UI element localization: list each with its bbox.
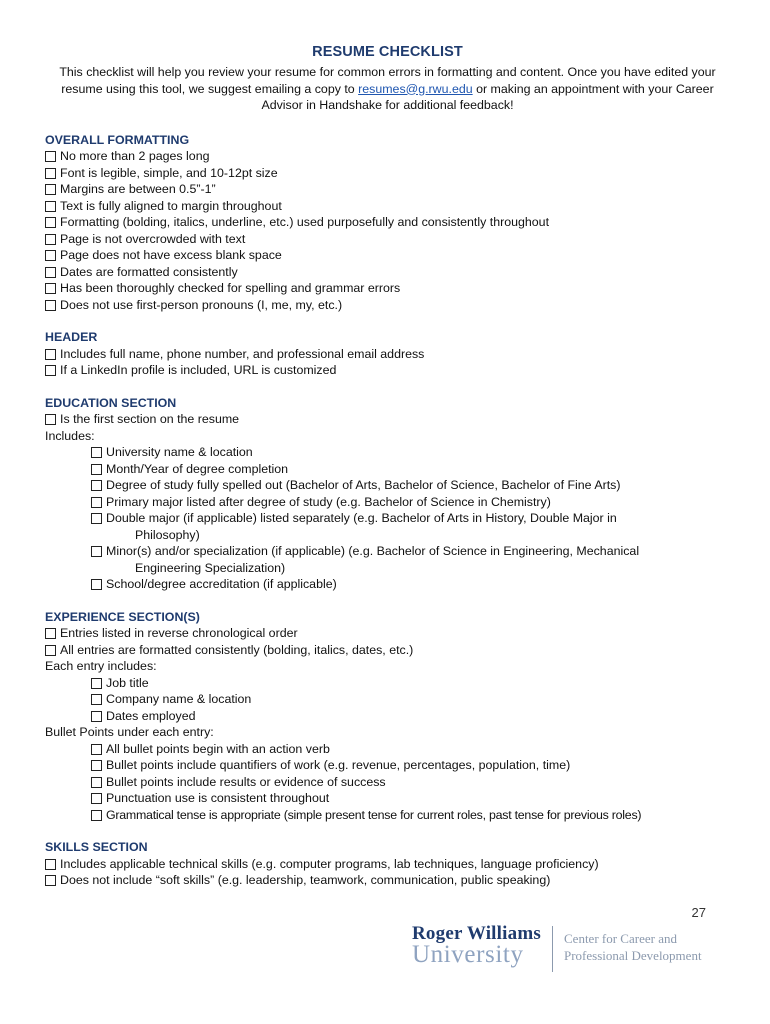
checklist-item[interactable]: University name & location [45,444,730,461]
section-heading: OVERALL FORMATTING [45,132,190,147]
checkbox-icon[interactable] [45,859,56,870]
checklist-item[interactable]: Margins are between 0.5”-1” [45,181,730,198]
page-number: 27 [691,905,706,920]
includes-label: Includes: [45,428,95,443]
checkbox-icon[interactable] [91,810,102,821]
checklist-item[interactable]: Page is not overcrowded with text [45,231,730,248]
checklist-item[interactable]: Primary major listed after degree of study (e.g. Bachelor of Science in Chemistry) [45,494,730,511]
checkbox-icon[interactable] [45,349,56,360]
checkbox-icon[interactable] [45,628,56,639]
checkbox-icon[interactable] [45,184,56,195]
page-title: RESUME CHECKLIST [312,44,463,60]
checklist-item[interactable]: Page does not have excess blank space [45,247,730,264]
checklist-item[interactable]: Text is fully aligned to margin throughout [45,198,730,215]
university-logo [412,923,712,975]
checklist-item[interactable]: Double major (if applicable) listed separately (e.g. Bachelor of Arts in History, Double Major in [45,510,730,527]
email-link[interactable]: resumes@g.rwu.edu [358,81,473,96]
intro-text: This checklist will help you review your resume for common errors in formatting and content. Once you have edited your resume using this tool, we suggest emailing a copy to [59,65,716,96]
logo-center-line2: Professional Development [564,948,702,963]
section-heading: EXPERIENCE SECTION(S) [45,609,200,624]
checkbox-icon[interactable] [91,760,102,771]
checklist-item[interactable]: Includes full name, phone number, and professional email address [45,346,730,363]
checklist-item[interactable]: No more than 2 pages long [45,148,730,165]
header-section [45,329,730,379]
logo-divider [552,926,553,972]
checkbox-icon[interactable] [91,579,102,590]
checklist-item[interactable]: Is the first section on the resume [45,411,730,428]
checkbox-icon[interactable] [91,513,102,524]
checklist-item[interactable]: Font is legible, simple, and 10-12pt size [45,165,730,182]
checkbox-icon[interactable] [45,250,56,261]
checkbox-icon[interactable] [91,546,102,557]
education-section [45,395,730,593]
experience-section [45,609,730,824]
overall-formatting-section [45,132,730,314]
checkbox-icon[interactable] [91,793,102,804]
section-heading: EDUCATION SECTION [45,395,177,410]
checklist-item[interactable]: If a LinkedIn profile is included, URL is customized [45,362,730,379]
checklist-item[interactable]: School/degree accreditation (if applicable) [45,576,730,593]
checklist-item[interactable]: Dates are formatted consistently [45,264,730,281]
checkbox-icon[interactable] [45,365,56,376]
intro-paragraph [45,64,730,114]
checklist-item[interactable]: Company name & location [45,691,730,708]
checkbox-icon[interactable] [91,497,102,508]
checklist-item[interactable]: Has been thoroughly checked for spelling and grammar errors [45,280,730,297]
checklist-item[interactable]: Month/Year of degree completion [45,461,730,478]
checkbox-icon[interactable] [91,678,102,689]
logo-center-line1: Center for Career and [564,931,677,946]
checkbox-icon[interactable] [91,744,102,755]
checkbox-icon[interactable] [45,875,56,886]
checkbox-icon[interactable] [45,645,56,656]
logo-university-line1: Roger Williams [412,923,541,944]
checkbox-icon[interactable] [91,480,102,491]
checklist-item[interactable]: All bullet points begin with an action verb [45,741,730,758]
checklist-item[interactable]: Includes applicable technical skills (e.g. computer programs, lab techniques, language proficiency) [45,856,730,873]
checklist-item[interactable]: Bullet points include quantifiers of work (e.g. revenue, percentages, population, time) [45,757,730,774]
checklist-page [45,44,730,889]
checklist-item-continuation: Engineering Specialization) [135,560,286,575]
logo-university-line2: University [412,941,524,968]
section-heading: SKILLS SECTION [45,840,148,854]
bullets-label: Bullet Points under each entry: [45,725,214,739]
checkbox-icon[interactable] [45,217,56,228]
checkbox-icon[interactable] [45,283,56,294]
entry-label: Each entry includes: [45,659,157,673]
checkbox-icon[interactable] [91,777,102,788]
checklist-item[interactable]: Entries listed in reverse chronological order [45,625,730,642]
intro-text-end: or making an appointment with your Career Advisor in Handshake for additional feedback! [261,81,714,112]
checkbox-icon[interactable] [91,464,102,475]
checklist-item[interactable]: Bullet points include results or evidence of success [45,774,730,791]
checklist-item-continuation: Philosophy) [135,527,200,542]
checklist-item[interactable]: Does not include “soft skills” (e.g. leadership, teamwork, communication, public speaking) [45,872,730,889]
checkbox-icon[interactable] [45,201,56,212]
checkbox-icon[interactable] [45,267,56,278]
checklist-item[interactable]: Punctuation use is consistent throughout [45,790,730,807]
checkbox-icon[interactable] [45,300,56,311]
checklist-item[interactable]: Does not use first-person pronouns (I, me, my, etc.) [45,297,730,314]
checkbox-icon[interactable] [45,151,56,162]
checkbox-icon[interactable] [45,168,56,179]
checkbox-icon[interactable] [45,234,56,245]
section-heading: HEADER [45,330,98,344]
checkbox-icon[interactable] [91,447,102,458]
checklist-item[interactable]: Grammatical tense is appropriate (simple present tense for current roles, past tense for previous roles) [45,807,730,824]
checklist-item[interactable]: Minor(s) and/or specialization (if applicable) (e.g. Bachelor of Science in Engineering, Mechanical [45,543,730,560]
skills-section [45,839,730,889]
checkbox-icon[interactable] [91,694,102,705]
checklist-item[interactable]: Degree of study fully spelled out (Bachelor of Arts, Bachelor of Science, Bachelor of Fine Arts) [45,477,730,494]
checklist-item[interactable]: All entries are formatted consistently (bolding, italics, dates, etc.) [45,642,730,659]
checkbox-icon[interactable] [45,414,56,425]
logo-center-name [564,930,702,964]
checklist-item[interactable]: Job title [45,675,730,692]
checkbox-icon[interactable] [91,711,102,722]
checklist-item[interactable]: Formatting (bolding, italics, underline, etc.) used purposefully and consistently throughout [45,214,730,231]
checklist-item[interactable]: Dates employed [45,708,730,725]
